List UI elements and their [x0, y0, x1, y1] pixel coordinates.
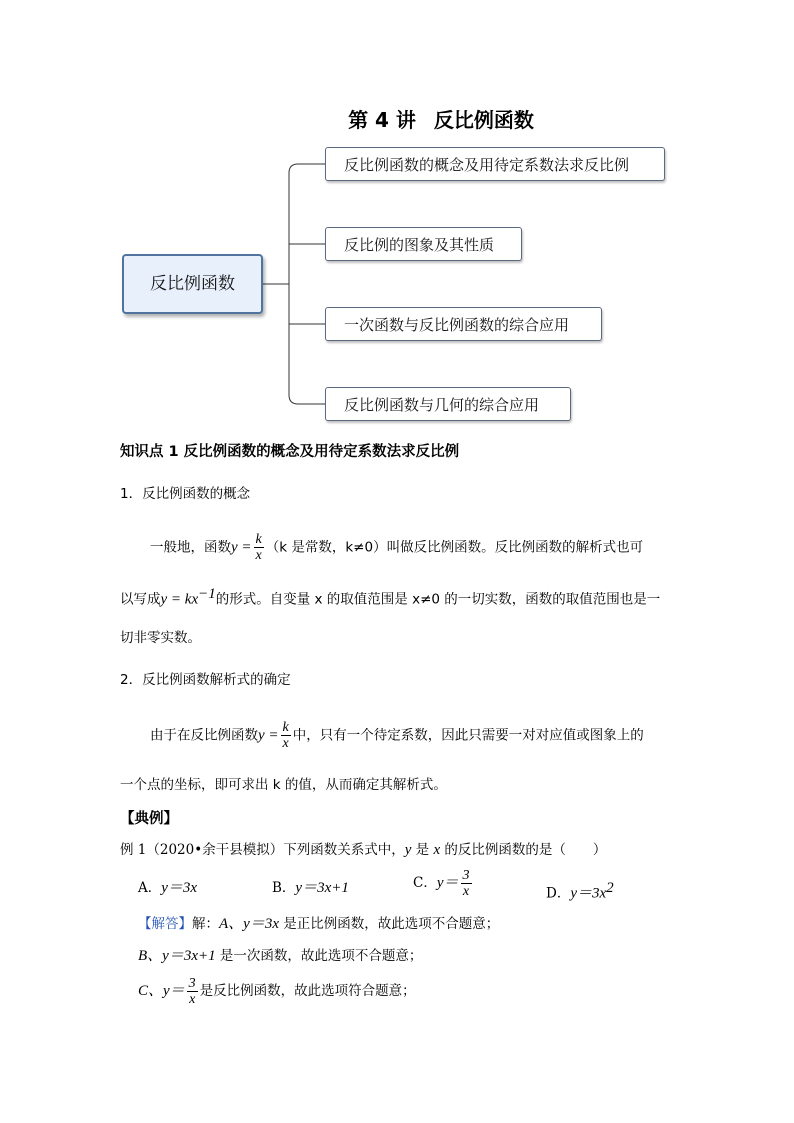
- fraction-3-over-x-answer: $\frac{3}{x}$: [188, 976, 196, 1007]
- item1-title: 1．反比例函数的概念: [120, 486, 251, 502]
- option-a: A．y＝3x: [138, 880, 198, 896]
- eq-y: y =: [231, 539, 252, 556]
- item1-para-line2: 以写成$y = kx^{-1}$的形式。自变量 x 的取值范围是 x≠0 的一切实数，函数的取值范围也是一: [120, 586, 661, 608]
- example-label: 【典例】: [120, 811, 178, 827]
- mindmap-branch-geometry: 反比例函数与几何的综合应用: [325, 387, 571, 421]
- section-heading: 知识点 1 反比例函数的概念及用待定系数法求反比例: [120, 444, 460, 460]
- fraction-3-over-x: $\frac{3}{x}$: [462, 868, 470, 899]
- mindmap-connectors: [0, 0, 794, 430]
- item2-para-line1: 由于在反比例函数y = $\frac{k}{x}$ 中，只有一个待定系数，因此只需要一对对应值或图象上的: [150, 720, 644, 751]
- fraction-k-over-x-2: $\frac{k}{x}$: [282, 720, 289, 751]
- answer-line3: C、y＝ $\frac{3}{x}$ 是反比例函数，故此选项符合题意；: [138, 976, 416, 1007]
- example-question: 例 1（2020•余干县模拟）下列函数关系式中，y 是 x 的反比例函数的是（ ）: [120, 842, 607, 858]
- mindmap-branch-concept: 反比例函数的概念及用待定系数法求反比例: [325, 147, 665, 181]
- answer-line1: 【解答】解：A、y＝3x 是正比例函数，故此选项不合题意；: [138, 916, 500, 932]
- option-b: B．y＝3x+1: [272, 880, 349, 896]
- answer-tag: 【解答】: [138, 916, 192, 932]
- fraction-k-over-x: $\frac{k}{x}$: [255, 532, 262, 563]
- mindmap-branch-linear: 一次函数与反比例函数的综合应用: [325, 307, 602, 341]
- option-d: D．$y=3x^2$: [546, 880, 614, 902]
- answer-line2: B、y＝3x+1 是一次函数，故此选项不合题意；: [138, 948, 423, 964]
- option-c: C．y＝ $\frac{3}{x}$: [413, 868, 470, 899]
- lecture-number: 第 4 讲: [348, 108, 416, 132]
- item1-para-line3: 切非零实数。: [120, 630, 201, 646]
- item2-title: 2．反比例函数解析式的确定: [120, 672, 291, 688]
- item2-para-line2: 一个点的坐标，即可求出 k 的值，从而确定其解析式。: [120, 777, 447, 793]
- mindmap-branch-graph: 反比例的图象及其性质: [325, 227, 522, 261]
- lecture-topic: 反比例函数: [433, 108, 534, 132]
- mindmap-root: 反比例函数: [122, 254, 263, 314]
- item1-para-line1: 一般地，函数y = $\frac{k}{x}$ （k 是常数，k≠0）叫做反比例函数。反比例函数的解析式也可: [150, 532, 644, 563]
